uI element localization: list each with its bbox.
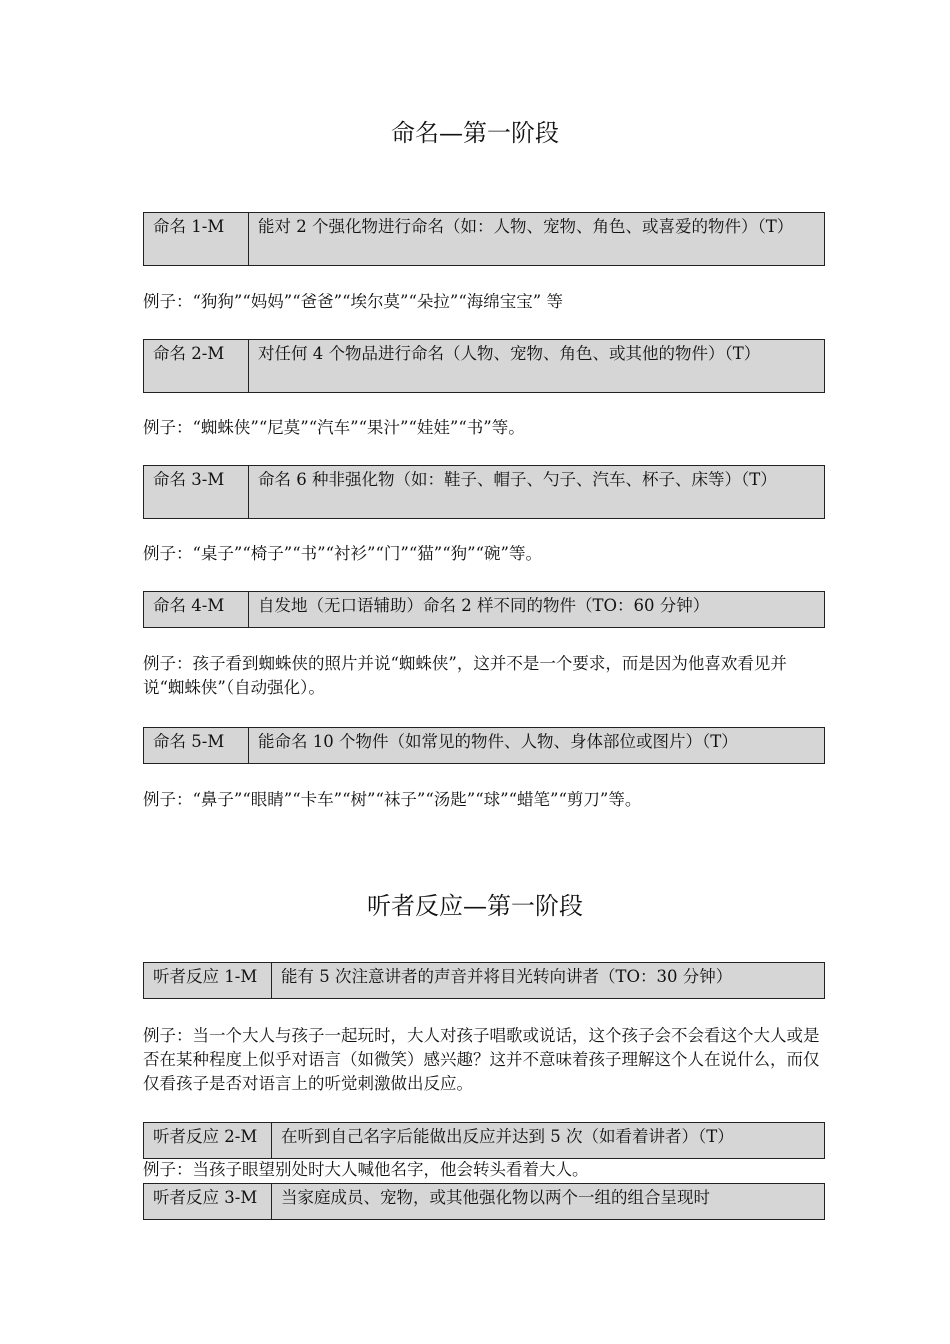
item-example: 例子：当孩子眼望别处时大人喊他名字，他会转头看着大人。	[143, 1160, 589, 1179]
item-description: 在听到自己名字后能做出反应并达到 5 次（如看着讲者）（T）	[281, 1127, 734, 1146]
item-box-naming-4	[143, 591, 825, 628]
item-description: 能对 2 个强化物进行命名（如：人物、宠物、角色、或喜爱的物件）（T）	[258, 217, 794, 236]
item-description: 能有 5 次注意讲者的声音并将目光转向讲者（TO：30 分钟）	[281, 967, 733, 986]
item-description: 能命名 10 个物件（如常见的物件、人物、身体部位或图片）（T）	[258, 732, 738, 751]
item-code: 听者反应 3-M	[144, 1184, 272, 1219]
item-description: 自发地（无口语辅助）命名 2 样不同的物件（TO：60 分钟）	[258, 596, 710, 615]
section-title-listener: 听者反应—第一阶段	[367, 892, 583, 920]
item-example: 例子：孩子看到蜘蛛侠的照片并说“蜘蛛侠”，这并不是一个要求，而是因为他喜欢看见并说“蜘蛛侠”（自动强化）。	[143, 654, 787, 697]
item-code: 命名 4-M	[144, 592, 249, 627]
item-description: 对任何 4 个物品进行命名（人物、宠物、角色、或其他的物件）（T）	[258, 344, 761, 363]
item-box-listener-1	[143, 962, 825, 999]
item-box-naming-3	[143, 465, 825, 519]
item-example: 例子：“蜘蛛侠”“尼莫”“汽车”“果汁”“娃娃”“书”等。	[143, 418, 525, 437]
item-box-naming-1	[143, 212, 825, 266]
section-title-naming: 命名—第一阶段	[391, 119, 559, 147]
item-description: 当家庭成员、宠物，或其他强化物以两个一组的组合呈现时	[281, 1188, 710, 1207]
item-box-naming-2	[143, 339, 825, 393]
item-box-naming-5	[143, 727, 825, 764]
item-example: 例子：“狗狗”“妈妈”“爸爸”“埃尔莫”“朵拉”“海绵宝宝” 等	[143, 292, 563, 311]
item-example: 例子：“桌子”“椅子”“书”“衬衫”“门”“猫”“狗”“碗”等。	[143, 544, 542, 563]
item-example: 例子：“鼻子”“眼睛”“卡车”“树”“袜子”“汤匙”“球”“蜡笔”“剪刀”等。	[143, 790, 642, 809]
item-code: 听者反应 2-M	[144, 1123, 272, 1158]
item-example: 例子：当一个大人与孩子一起玩时，大人对孩子唱歌或说话，这个孩子会不会看这个大人或是否在某种程度上似乎对语言（如微笑）感兴趣？这并不意味着孩子理解这个人在说什么，而仅仅看孩子是否对语言上的听觉刺激做出反应。	[143, 1026, 820, 1093]
item-code: 听者反应 1-M	[144, 963, 272, 998]
item-box-listener-2	[143, 1122, 825, 1159]
item-code: 命名 1-M	[144, 213, 249, 265]
item-code: 命名 2-M	[144, 340, 249, 392]
item-code: 命名 5-M	[144, 728, 249, 763]
item-code: 命名 3-M	[144, 466, 249, 518]
item-description: 命名 6 种非强化物（如：鞋子、帽子、勺子、汽车、杯子、床等）（T）	[258, 470, 777, 489]
item-box-listener-3	[143, 1183, 825, 1220]
